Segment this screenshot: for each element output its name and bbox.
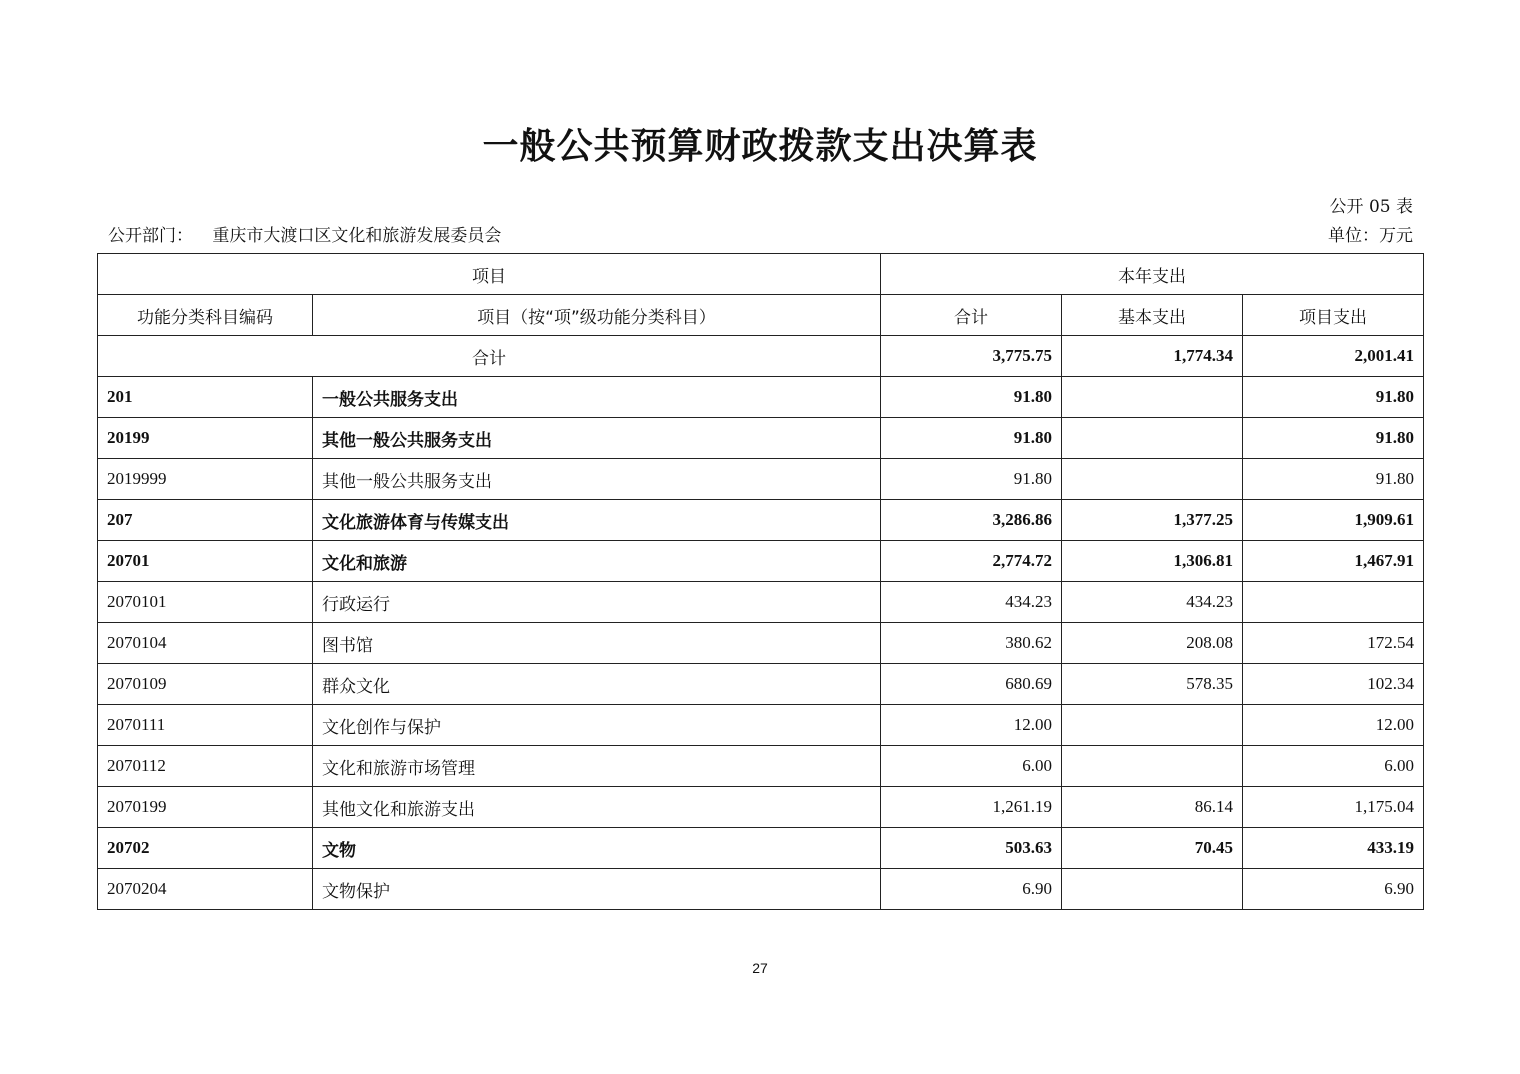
cell-project: 172.54 xyxy=(1243,623,1424,664)
cell-code: 2070101 xyxy=(98,582,313,623)
header-item: 项目（按“项”级功能分类科目） xyxy=(313,295,881,336)
cell-total: 6.00 xyxy=(881,746,1062,787)
total-basic: 1,774.34 xyxy=(1062,336,1243,377)
cell-name: 文物保护 xyxy=(313,869,881,910)
cell-project: 91.80 xyxy=(1243,459,1424,500)
total-row xyxy=(98,336,1424,377)
cell-name: 一般公共服务支出 xyxy=(313,377,881,418)
cell-basic: 86.14 xyxy=(1062,787,1243,828)
cell-project: 102.34 xyxy=(1243,664,1424,705)
cell-project: 433.19 xyxy=(1243,828,1424,869)
cell-name: 图书馆 xyxy=(313,623,881,664)
table-row xyxy=(98,418,1424,459)
cell-code: 2070111 xyxy=(98,705,313,746)
cell-total: 91.80 xyxy=(881,418,1062,459)
cell-project: 6.00 xyxy=(1243,746,1424,787)
cell-basic: 70.45 xyxy=(1062,828,1243,869)
cell-basic xyxy=(1062,746,1243,787)
cell-project xyxy=(1243,582,1424,623)
cell-name: 其他一般公共服务支出 xyxy=(313,418,881,459)
expenditure-table xyxy=(97,253,1424,910)
header-current-year: 本年支出 xyxy=(881,254,1424,295)
cell-code: 201 xyxy=(98,377,313,418)
cell-code: 2070104 xyxy=(98,623,313,664)
cell-basic: 434.23 xyxy=(1062,582,1243,623)
table-row xyxy=(98,623,1424,664)
cell-code: 20199 xyxy=(98,418,313,459)
cell-project: 1,909.61 xyxy=(1243,500,1424,541)
header-total: 合计 xyxy=(881,295,1062,336)
cell-name: 文化创作与保护 xyxy=(313,705,881,746)
cell-total: 434.23 xyxy=(881,582,1062,623)
header-row-2 xyxy=(98,295,1424,336)
cell-total: 1,261.19 xyxy=(881,787,1062,828)
cell-basic: 578.35 xyxy=(1062,664,1243,705)
cell-total: 6.90 xyxy=(881,869,1062,910)
header-basic: 基本支出 xyxy=(1062,295,1243,336)
header-code: 功能分类科目编码 xyxy=(98,295,313,336)
cell-total: 2,774.72 xyxy=(881,541,1062,582)
header-row-1 xyxy=(98,254,1424,295)
cell-code: 2070112 xyxy=(98,746,313,787)
cell-name: 文化旅游体育与传媒支出 xyxy=(313,500,881,541)
table-row xyxy=(98,705,1424,746)
cell-basic xyxy=(1062,869,1243,910)
department-line xyxy=(108,221,501,246)
cell-code: 207 xyxy=(98,500,313,541)
table-row xyxy=(98,828,1424,869)
cell-total: 380.62 xyxy=(881,623,1062,664)
cell-basic xyxy=(1062,705,1243,746)
cell-total: 91.80 xyxy=(881,459,1062,500)
cell-basic xyxy=(1062,377,1243,418)
cell-total: 3,286.86 xyxy=(881,500,1062,541)
page-number: 27 xyxy=(752,960,768,976)
table-row xyxy=(98,787,1424,828)
cell-code: 2070204 xyxy=(98,869,313,910)
cell-name: 群众文化 xyxy=(313,664,881,705)
table-row xyxy=(98,869,1424,910)
cell-project: 6.90 xyxy=(1243,869,1424,910)
cell-code: 20701 xyxy=(98,541,313,582)
cell-basic xyxy=(1062,459,1243,500)
cell-project: 12.00 xyxy=(1243,705,1424,746)
table-row xyxy=(98,459,1424,500)
header-project-expense: 项目支出 xyxy=(1243,295,1424,336)
cell-project: 91.80 xyxy=(1243,377,1424,418)
table-row xyxy=(98,664,1424,705)
cell-code: 2070109 xyxy=(98,664,313,705)
cell-code: 20702 xyxy=(98,828,313,869)
cell-basic: 1,306.81 xyxy=(1062,541,1243,582)
table-row xyxy=(98,541,1424,582)
cell-total: 503.63 xyxy=(881,828,1062,869)
total-sum: 3,775.75 xyxy=(881,336,1062,377)
total-label: 合计 xyxy=(98,336,881,377)
cell-total: 91.80 xyxy=(881,377,1062,418)
total-project: 2,001.41 xyxy=(1243,336,1424,377)
unit-label: 单位：万元 xyxy=(1328,226,1413,246)
cell-name: 行政运行 xyxy=(313,582,881,623)
cell-name: 文物 xyxy=(313,828,881,869)
cell-project: 91.80 xyxy=(1243,418,1424,459)
cell-name: 文化和旅游 xyxy=(313,541,881,582)
cell-project: 1,175.04 xyxy=(1243,787,1424,828)
cell-name: 文化和旅游市场管理 xyxy=(313,746,881,787)
cell-basic: 208.08 xyxy=(1062,623,1243,664)
table-row xyxy=(98,746,1424,787)
table-row xyxy=(98,582,1424,623)
cell-project: 1,467.91 xyxy=(1243,541,1424,582)
form-number: 公开 05 表 xyxy=(1329,197,1413,217)
cell-code: 2019999 xyxy=(98,459,313,500)
cell-code: 2070199 xyxy=(98,787,313,828)
page-title: 一般公共预算财政拨款支出决算表 xyxy=(482,126,1038,167)
table-row xyxy=(98,377,1424,418)
department-label: 公开部门： xyxy=(108,226,193,246)
department-name: 重庆市大渡口区文化和旅游发展委员会 xyxy=(212,226,502,246)
cell-total: 680.69 xyxy=(881,664,1062,705)
cell-basic xyxy=(1062,418,1243,459)
cell-total: 12.00 xyxy=(881,705,1062,746)
cell-name: 其他文化和旅游支出 xyxy=(313,787,881,828)
table-row xyxy=(98,500,1424,541)
cell-basic: 1,377.25 xyxy=(1062,500,1243,541)
header-project: 项目 xyxy=(98,254,881,295)
cell-name: 其他一般公共服务支出 xyxy=(313,459,881,500)
